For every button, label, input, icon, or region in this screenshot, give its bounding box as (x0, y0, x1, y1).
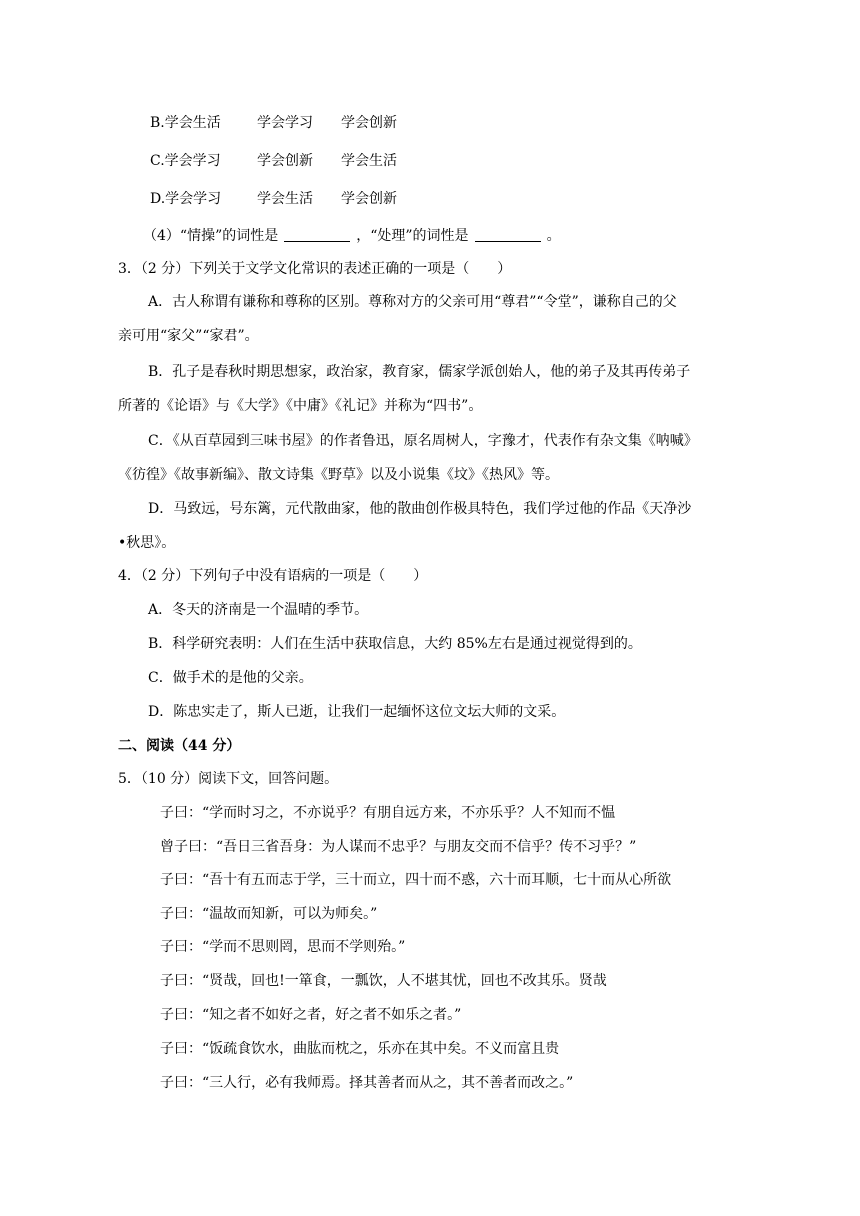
passage-line: 子曰：“三人行，必有我师焉。择其善者而从之，其不善者而改之。” (160, 1075, 574, 1091)
option-b-row (150, 113, 397, 133)
section-heading: 二、阅读（44 分） (118, 738, 241, 754)
q4-option-c: C．做手术的是他的父亲。 (148, 670, 313, 686)
answer-blank[interactable] (475, 227, 541, 242)
passage-line: 曾子曰：“吾日三省吾身：为人谋而不忠乎？与朋友交而不信乎？传不习乎？” (160, 839, 637, 855)
q3-option-d-line1: D．马致远，号东篱，元代散曲家，他的散曲创作极具特色，我们学过他的作品《天净沙 (148, 501, 692, 517)
q3-option-c-line1: C．《从百草园到三味书屋》的作者鲁迅，原名周树人，字豫才，代表作有杂文集《呐喊》 (148, 433, 698, 449)
q3-option-c-line2: 《彷徨》《故事新编》、散文诗集《野草》以及小说集《坟》《热风》等。 (118, 467, 559, 483)
q4-option-d: D．陈忠实走了，斯人已逝，让我们一起缅怀这位文坛大师的文采。 (148, 704, 566, 720)
passage-line: 子曰：“温故而知新，可以为师矣。” (160, 906, 378, 922)
passage-line: 子曰：“学而不思则罔，思而不学则殆。” (160, 939, 406, 955)
option-c-row (150, 151, 397, 171)
passage-line: 子曰：“饭疏食饮水，曲肱而枕之，乐亦在其中矣。不义而富且贵 (160, 1041, 560, 1057)
answer-blank[interactable] (284, 227, 350, 242)
option-item: 学会生活 (257, 191, 313, 207)
option-d-row (150, 189, 397, 209)
question-4-stem: 4．（2 分）下列句子中没有语病的一项是（ ） (118, 568, 428, 584)
q2-part4-middle: ，“处理”的词性是 (356, 228, 469, 244)
q3-option-a-line1: A．古人称谓有谦称和尊称的区别。尊称对方的父亲可用“尊君”“令堂”，谦称自己的父 (148, 294, 677, 310)
question-3-stem: 3．（2 分）下列关于文学文化常识的表述正确的一项是（ ） (118, 261, 512, 277)
passage-line: 子曰：“学而时习之，不亦说乎？有朋自远方来，不亦乐乎？人不知而不愠 (160, 805, 616, 821)
option-label: C.学会学习 (150, 153, 221, 169)
option-label: D.学会学习 (150, 191, 222, 207)
option-item: 学会创新 (341, 191, 397, 207)
question-5-stem: 5．（10 分）阅读下文，回答问题。 (118, 771, 339, 787)
option-label: B.学会生活 (150, 115, 221, 131)
q4-option-b: B．科学研究表明：人们在生活中获取信息，大约 85%左右是通过视觉得到的。 (148, 636, 642, 652)
option-item: 学会创新 (257, 153, 313, 169)
q3-option-a-line2: 亲可用“家父”“家君”。 (118, 328, 259, 344)
q2-part4 (143, 226, 561, 246)
option-item: 学会学习 (257, 115, 313, 131)
q2-part4-prefix: （4）“情操”的词性是 (143, 228, 279, 244)
q3-option-d-line2: •秋思》。 (118, 535, 176, 551)
q2-part4-suffix: 。 (546, 228, 561, 244)
q3-option-b-line1: B．孔子是春秋时期思想家，政治家，教育家，儒家学派创始人，他的弟子及其再传弟子 (148, 364, 691, 380)
q3-option-b-line2: 所著的《论语》与《大学》《中庸》《礼记》并称为“四书”。 (118, 398, 483, 414)
option-item: 学会生活 (341, 153, 397, 169)
passage-line: 子曰：“吾十有五而志于学，三十而立，四十而不惑，六十而耳顺，七十而从心所欲 (160, 872, 672, 888)
option-item: 学会创新 (341, 115, 397, 131)
passage-line: 子曰：“贤哉，回也!一箪食，一瓢饮，人不堪其忧，回也不改其乐。贤哉 (160, 973, 607, 989)
q4-option-a: A．冬天的济南是一个温晴的季节。 (148, 602, 369, 618)
passage-line: 子曰：“知之者不如好之者，好之者不如乐之者。” (160, 1007, 462, 1023)
